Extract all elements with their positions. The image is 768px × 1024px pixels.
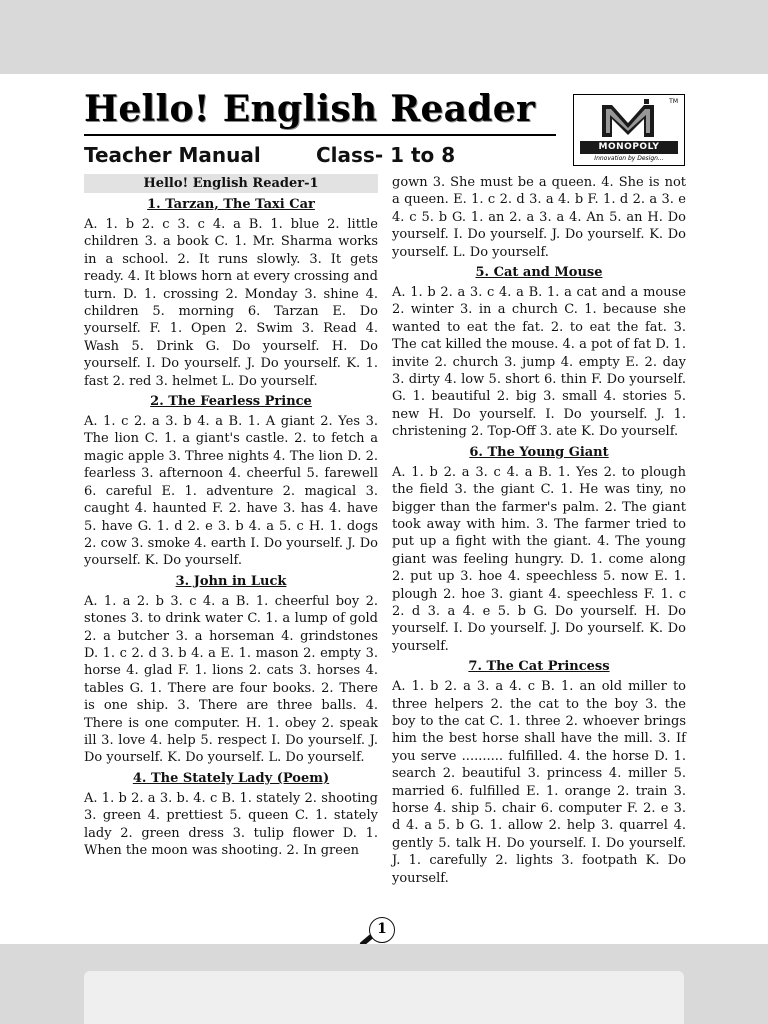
- right-column: [392, 174, 686, 887]
- class-label: Class- 1 to 8: [316, 143, 456, 167]
- section-heading: 1. Tarzan, The Taxi Car: [147, 197, 315, 212]
- logo-tagline: Innovation by Design...: [594, 155, 664, 162]
- left-column: [84, 174, 378, 859]
- next-page-preview[interactable]: [84, 971, 684, 1024]
- monopoly-m-logo-icon: [598, 99, 658, 139]
- answer-text: A. 1. a 2. b 3. c 4. a B. 1. cheerful boy 2. stones 3. to drink water C. 1. a lump of gold 2. a butcher 3. a horseman 4. grindstones D. 1. c 2. d 3. b 4. a E. 1. mason 2. empty 3. horse 4. glad F. 1. lions 2. cats 3. horses 4. tables G. 1. There are four books. 2. There is one ship. 3. There are three balls. 4. There is one computer. H. 1. obey 2. speak ill 3. love 4. help 5. respect I. Do yourself. J. Do yourself. K. Do yourself. L. Do yourself.: [84, 593, 378, 766]
- answer-text: A. 1. b 2. a 3. c 4. a B. 1. Yes 2. to plough the field 3. the giant C. 1. He was tiny, no bigger than the farmer's palm. 2. The giant took away with him. 3. The farmer tried to put up a fight with the giant. 4. The young giant was feeling hungry. D. 1. come along 2. put up 3. hoe 4. speechless 5. now E. 1. plough 2. hoe 3. giant 4. speechless F. 1. c 2. d 3. a 4. e 5. b G. Do yourself. H. Do yourself. I. Do yourself. J. Do yourself. K. Do yourself.: [392, 464, 686, 654]
- book-title-band: Hello! English Reader-1: [84, 174, 378, 193]
- viewer-top-bar: [0, 0, 768, 74]
- section-heading: 6. The Young Giant: [469, 444, 609, 460]
- answer-text: gown 3. She must be a queen. 4. She is not a queen. E. 1. c 2. d 3. a 4. b F. 1. d 2. a 3. e 4. c 5. b G. 1. an 2. a 3. a 4. An 5. an H. Do yourself. I. Do yourself. J. Do yourself. K. Do yourself. L. Do yourself.: [392, 175, 686, 260]
- section-heading: 4. The Stately Lady (Poem): [132, 770, 330, 786]
- subtitle: Teacher Manual: [84, 143, 261, 167]
- answer-text: A. 1. b 2. a 3. b. 4. c B. 1. stately 2. shooting 3. green 4. prettiest 5. queen C. 1. stately lady 2. green dress 3. tulip flower D. 1. When the moon was shooting. 2. In green: [84, 790, 378, 858]
- logo-name: MONOPOLY: [580, 141, 678, 154]
- section-heading: 2. The Fearless Prince: [150, 394, 312, 410]
- answer-text: A. 1. b 2. c 3. c 4. a B. 1. blue 2. little children 3. a book C. 1. Mr. Sharma works in a school. 2. It runs slowly. 3. It gets ready. 4. It blows horn at every crossing and turn. D. 1. crossing 2. Monday 3. shine 4. children 5. morning 6. Tarzan E. Do yourself. F. 1. Open 2. Swim 3. Read 4. Wash 5. Drink G. Do yourself. H. Do yourself. I. Do yourself. J. Do yourself. K. 1. fast 2. red 3. helmet L. Do yourself.: [84, 217, 378, 389]
- title-underline: [84, 134, 556, 136]
- publisher-logo: [573, 94, 685, 166]
- answer-text: A. 1. b 2. a 3. a 4. c B. 1. an old miller to three helpers 2. the cat to the boy 3. the boy to the cat C. 1. three 2. whoever brings him the best horse shall have the mill. 3. If you serve .......... fulfilled. 4. the horse D. 1. search 2. beautiful 3. princess 4. miller 5. married 6. fulfilled E. 1. orange 2. train 3. horse 4. ship 5. chair 6. computer F. 2. e 3. d 4. a 5. b G. 1. allow 2. help 3. quarrel 4. gently 5. talk H. Do yourself. I. Do yourself. J. 1. carefully 2. lights 3. footpath K. Do yourself.: [392, 679, 686, 886]
- trademark-label: TM: [669, 98, 678, 105]
- page-number: 1: [369, 917, 395, 943]
- page-title: Hello! English Reader: [84, 88, 536, 130]
- section-heading: 7. The Cat Princess: [468, 659, 610, 675]
- answer-text: A. 1. c 2. a 3. b 4. a B. 1. A giant 2. Yes 3. The lion C. 1. a giant's castle. 2. to fetch a magic apple 3. Three nights 4. The lion D. 2. fearless 3. afternoon 4. cheerful 5. farewell 6. careful E. 1. adventure 2. magical 3. caught 4. haunted F. 2. have 3. has 4. have 5. have G. 1. d 2. e 3. b 4. a 5. c H. 1. dogs 2. cow 3. smoke 4. earth I. Do yourself. J. Do yourself. K. Do yourself.: [84, 414, 378, 569]
- section-heading: 5. Cat and Mouse: [475, 265, 603, 281]
- section-heading: 3. John in Luck: [175, 573, 287, 589]
- answer-text: A. 1. b 2. a 3. c 4. a B. 1. a cat and a mouse 2. winter 3. in a church C. 1. because she wanted to eat the fat. 2. to eat the fat. 3. The cat killed the mouse. 4. a pot of fat D. 1. invite 2. church 3. jump 4. empty E. 2. day 3. dirty 4. low 5. short 6. thin F. Do yourself. G. 1. beautiful 2. big 3. small 4. stories 5. new H. Do yourself. I. Do yourself. J. 1. christening 2. Top-Off 3. ate K. Do yourself.: [392, 285, 686, 440]
